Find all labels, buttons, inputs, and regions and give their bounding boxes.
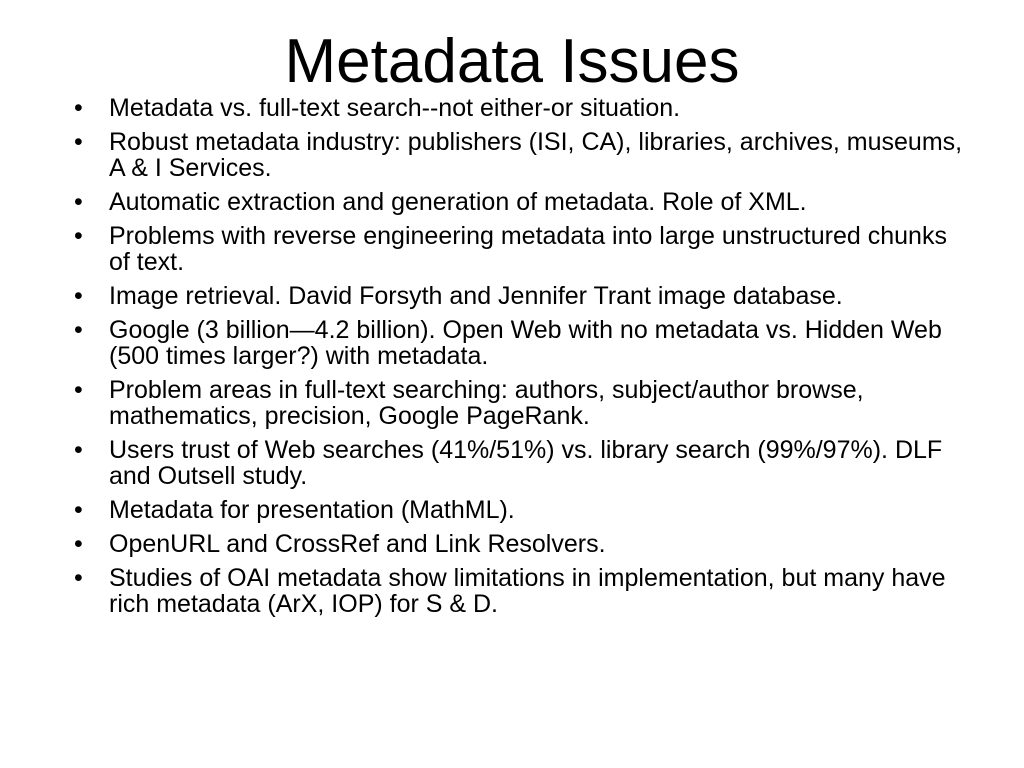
- bullet-text: Image retrieval. David Forsyth and Jennifer Trant image database.: [109, 282, 843, 310]
- bullet-item: [74, 223, 974, 275]
- bullet-text: Problem areas in full-text searching: authors, subject/author browse, mathematics, precision, Google PageRank.: [109, 376, 864, 430]
- bullet-symbol: •: [74, 316, 83, 344]
- bullet-item: [74, 531, 974, 557]
- bullet-symbol: •: [74, 436, 83, 464]
- bullet-symbol: •: [74, 530, 83, 558]
- bullet-symbol: •: [74, 222, 83, 250]
- bullet-symbol: •: [74, 282, 83, 310]
- bullet-item: [74, 283, 974, 309]
- bullet-text: Metadata vs. full-text search--not either-or situation.: [109, 94, 681, 122]
- bullet-text: Studies of OAI metadata show limitations in implementation, but many have rich metadata (ArX, IOP) for S & D.: [109, 564, 946, 618]
- bullet-text: Automatic extraction and generation of metadata. Role of XML.: [109, 188, 807, 216]
- bullet-text: OpenURL and CrossRef and Link Resolvers.: [109, 530, 606, 558]
- bullet-symbol: •: [74, 128, 83, 156]
- bullet-text: Metadata for presentation (MathML).: [109, 496, 515, 524]
- bullet-list: [74, 95, 974, 625]
- bullet-symbol: •: [74, 188, 83, 216]
- bullet-text: Robust metadata industry: publishers (ISI, CA), libraries, archives, museums, A & I Services.: [109, 128, 963, 182]
- bullet-symbol: •: [74, 564, 83, 592]
- bullet-item: [74, 189, 974, 215]
- slide-title: Metadata Issues: [284, 27, 740, 96]
- bullet-item: [74, 377, 974, 429]
- bullet-item: [74, 565, 974, 617]
- bullet-symbol: •: [74, 94, 83, 122]
- bullet-text: Google (3 billion—4.2 billion). Open Web with no metadata vs. Hidden Web (500 times larger?) with metadata.: [109, 316, 942, 370]
- bullet-text: Users trust of Web searches (41%/51%) vs. library search (99%/97%). DLF and Outsell study.: [109, 436, 943, 490]
- bullet-symbol: •: [74, 496, 83, 524]
- bullet-item: [74, 497, 974, 523]
- bullet-item: [74, 317, 974, 369]
- bullet-item: [74, 437, 974, 489]
- bullet-text: Problems with reverse engineering metadata into large unstructured chunks of text.: [109, 222, 947, 276]
- bullet-symbol: •: [74, 376, 83, 404]
- bullet-item: [74, 95, 974, 121]
- bullet-item: [74, 129, 974, 181]
